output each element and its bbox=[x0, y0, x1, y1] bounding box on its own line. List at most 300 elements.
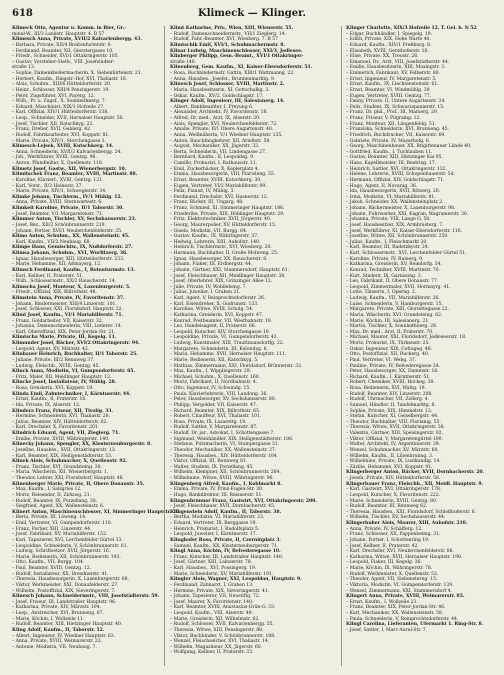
directory-entry: – Eugen, Vertreter, XVIII, Gentzg. 77. bbox=[346, 93, 432, 99]
directory-entry: – Margarete, Schneiderin, III, Kolonitzg. 6. bbox=[170, 346, 268, 352]
directory-entry: – Luise, Schneiderin, V, Hamburgerstr. 15. bbox=[346, 301, 443, 307]
directory-surname-entry: Klimpe Hans, Gemischtw., IX, Nußdorferstr. 27. bbox=[12, 245, 133, 251]
directory-entry: – Edgar, Buchhändler, I, Spiegelg. 19. bbox=[346, 31, 433, 37]
directory-entry: – Katharina, Private, XIV, Märzstr. 104. bbox=[12, 605, 101, 611]
directory-entry: – Franziska, Schneiderin, XVI, Brunneng. 45. bbox=[346, 127, 449, 133]
directory-entry: – Antonie, Modistin, VII, Neubaug. 7. bbox=[12, 644, 97, 650]
directory-surname-entry: Klimkeit Karoline, Private, II/1 Taborstr. 30. bbox=[12, 206, 124, 211]
directory-entry: – Josefine, Witwe, XII, Schönbrunnerstr. 250. bbox=[346, 234, 449, 240]
directory-surname-entry: Klimscha Josef, Monteur, X, Laxenburgerstr. 5. bbox=[12, 284, 131, 290]
directory-entry: – Pauline, Private, IV, Belvederegasse 24. bbox=[346, 363, 440, 369]
directory-surname-entry: Klingler Alois, Wagner, XXI, Leopoldau, Hauptstr. 9. bbox=[170, 577, 302, 583]
directory-entry: – Josef, Tischler, XII, Ratschkyg. 22. bbox=[12, 121, 94, 127]
directory-entry: – Rudolf, Beamter, IX, Porzellang. 30. bbox=[12, 498, 98, 504]
directory-entry: – Karl, Vorst., II/3 Heinestr. 37. bbox=[12, 183, 83, 189]
directory-entry: – Rudolf, Beamter, XIV, Linzerstr. 208. bbox=[346, 391, 433, 397]
page-number: 618 bbox=[12, 8, 33, 19]
directory-entry: – Leop., Anstreicher, XVI, Brunneng. 67. bbox=[12, 611, 104, 616]
directory-surname-entry: Klinar Ludwig, Maschinenschlosser, XXI/3, Jedlesee. bbox=[170, 48, 303, 54]
directory-entry: – Wilhelm, Postoffizial, XIX, Sieveringerstr. 7. bbox=[12, 588, 116, 594]
page-header bbox=[0, 8, 504, 22]
directory-entry: – Ernst, Kaufm., II, Praterstr. 16. bbox=[12, 397, 87, 403]
directory-entry: – Leopold, Agent, XV, Märzstr. 42. bbox=[12, 346, 90, 352]
directory-surname-entry: Klimesch Anna, Private, XVII/2 Kalvarienbergg. 43. bbox=[12, 37, 142, 43]
directory-entry: – Johann, Tapezierer, VII, Neustiftg. 72. bbox=[170, 594, 261, 600]
directory-surname-entry: Klinda Emil, Zahntechniker, I, Kärntnerstr. 44. bbox=[12, 391, 131, 397]
directory-entry: – Peter, Hausbesorger, XV, Sechshauserstr. 80. bbox=[170, 397, 277, 403]
directory-entry: – Siegfried, Agent, XX, Wallensteinstr. 6. bbox=[12, 504, 105, 510]
directory-entry: straße 13. bbox=[12, 65, 36, 71]
directory-entry: – Ferdinand, Beamter, XII, Gierstergasse 10. bbox=[12, 48, 114, 54]
directory-entry: – Robert, Chemiker, XVIII, Hockeg. 30. bbox=[346, 380, 435, 386]
directory-entry: – Franz, Kutscher, III, Landstraßer Hauptstr. 140. bbox=[170, 554, 284, 560]
directory-entry: – Rudolf, Fabr.-Beamter, XVI, Wiesberg. 7. B 57 bbox=[170, 37, 278, 43]
directory-entry: – Ernst, Ingenieur, IV, Margaretenstr. 5. bbox=[346, 76, 437, 82]
directory-entry: – Joh., Werkführer, XVIII, Gentzg. 96. bbox=[12, 155, 97, 161]
directory-entry: – Felix, Student, IX, Schwarzspanierstr. 15. bbox=[346, 104, 445, 110]
directory-entry: – Anna, Weißnäherin, V/1 Wiedner Hauptstr. 135. bbox=[170, 132, 283, 138]
directory-entry: – Leopoldine, Private, VI, Gumpendorferstr. 42. bbox=[170, 335, 278, 341]
directory-entry: – Philipp, Vergolder, VII, Kaiserstr. 47. bbox=[170, 402, 258, 408]
directory-entry: – Rudolf, Damenschneidermstr., VII/1 Zieglerg. 14. bbox=[170, 31, 287, 37]
directory-entry: – Josef, Gärtner, XIII, Lainzerstr. 78. bbox=[170, 560, 252, 566]
directory-entry: – Marie, Greislerin, XII, Wilhelmstr. 62. bbox=[170, 616, 260, 622]
directory-entry: – Stefanie, Putzmacherin, VI, Stumpergasse 31. bbox=[170, 442, 279, 448]
directory-entry: – Richard, Kaufm., I, Kärntnerstr. 51. bbox=[346, 374, 431, 380]
directory-entry: – Rudolf, Installateur, XX, Dresdnerstr. 41. bbox=[12, 571, 109, 577]
directory-surname-entry: Klinesch Josef, Schlosser, XVIII, Martinstr. 2. bbox=[170, 82, 285, 88]
directory-entry: – Julius, Kaufm., I, Fleischmarkt 20. bbox=[346, 239, 428, 245]
directory-entry: – Eugen, Vertreter, VI/2 Mariahilferstr. 99. bbox=[170, 183, 267, 189]
directory-entry: – Juliane, Private, III/2 Rennweg 37. bbox=[12, 357, 95, 363]
directory-entry: – Berta, Schneiderin, VII, Lindengasse 27. bbox=[170, 149, 267, 155]
directory-entry: – Heinrich, Sattler, XVI, Ottakringerstr. 132. bbox=[346, 166, 447, 172]
directory-entry: – Emil, Zuckerbäcker, X, Keplerplatz 4. bbox=[170, 166, 259, 172]
directory-entry: – Samuel, Händler, II, Tandelmarktg. 8. bbox=[346, 402, 436, 408]
directory-entry: – Jakob, Schneider, XX, Wallensteinplatz 2. bbox=[346, 200, 444, 206]
directory-entry: – Rudolf, Fabriksarbeiter, XVI, Koppstr. 81. bbox=[12, 132, 110, 138]
directory-entry: – Gustav, Vorsteher-Stellv., VIII. Josefstädter- bbox=[12, 59, 115, 65]
directory-entry: – Josef, Hausbesitzer, XIX, Armbrusterg. 7. bbox=[346, 222, 444, 228]
directory-entry: – Sophie, Private, XIX, Himmelstr. 13. bbox=[346, 408, 433, 414]
directory-entry: – Josef, Sattler, I, Marc-Aurel-Str. 7. bbox=[346, 627, 428, 633]
directory-entry: – Wilhelmine, Witwe, XVIII, Währingerstr. 96. bbox=[170, 476, 274, 481]
directory-surname-entry: Klinghofer Rosa, Private, II, Czerninplatz 3. bbox=[170, 537, 281, 543]
directory-entry: – Johann, Fuhrwerker, XXI, Kagran, Wagramerstr. 30. bbox=[346, 211, 469, 217]
directory-surname-entry: Klinck Anna, Modistin, VI, Gumpendorferstr. 65. bbox=[12, 369, 135, 375]
directory-surname-entry: Klimeck Otto, Agentur u. Komm. in Bier, Gr.- bbox=[12, 26, 127, 31]
directory-entry: – Rudolf, Sattler, V, Margaretenstr. 87. bbox=[170, 425, 258, 431]
directory-surname-entry: Klimesch-Lejsek, XVIII, Kutschkerg. 14. bbox=[12, 144, 114, 150]
directory-surname-entry: Klingenbrunner Franz, Gastwirt, XVI, Ottakringerstr. 200. bbox=[170, 498, 317, 504]
directory-entry: – Gisela, Modistin, VII, Burgg. 64. bbox=[170, 228, 248, 234]
directory-entry: – Josefine, Hausbes., XVII, Ottakringerstr. 13. bbox=[12, 447, 117, 453]
directory-entry: – Moriz, Prokurist, IX, Türkenstr. 25. bbox=[346, 341, 430, 346]
directory-entry: – Viktor, Offizial, V, Margaretengürtel 100. bbox=[346, 436, 443, 442]
directory-entry: – Emanuel, Dr., Arzt, VIII, Josefstädterstr. 44. bbox=[346, 59, 450, 65]
directory-entry: – Rudolf, Beamter, XIII, Hietzinger Hauptstr. 40. bbox=[12, 622, 123, 628]
directory-entry: – Karl, Kaufm., VII/2 Neubaug. 68. bbox=[12, 239, 91, 245]
directory-surname-entry: Klimtscha Marie, Private, III, Kegelg. 11. bbox=[12, 335, 117, 341]
directory-surname-entry: Klinger Charlotte, XIX/3 Hofzeile 12. T. Gel. b. N 52 bbox=[346, 26, 477, 31]
directory-entry: – Fanny, Private, II, Untere Augartenstr. 24. bbox=[346, 99, 446, 105]
directory-entry: – Herbert, Kaufm., Ringstr.-Hof, XVI, Thaliastr. 16. bbox=[12, 76, 128, 82]
directory-entry: – Marie, Private, XIV/1, Schweglerstr. 34. bbox=[12, 189, 107, 195]
directory-surname-entry: Klinger Adolf, Ingenieur, III, Salesianerg. 14. bbox=[170, 99, 285, 105]
directory-entry: – Wilh., Pr. u. Zugsf., X, Sonnleithnerg. 7. bbox=[12, 99, 107, 105]
directory-entry: – Karl, Hausbes., XVI, Possingerg. 19. bbox=[170, 566, 257, 571]
directory-entry: – Max, Kaufm., I, Wipplingerstr. 29. bbox=[170, 369, 252, 375]
directory-entry: – Karl, Oberoffizial, XIX, Peter-Jordan-Str. 21. bbox=[12, 329, 116, 335]
directory-entry: – Moriz, Reisender, II, Zirkusg. 21. bbox=[12, 492, 92, 498]
directory-entry: – Karl, Drechsler, X, Favoritenstr. 201. bbox=[12, 425, 100, 431]
directory-entry: – Theodor, Agent, VII, Siebensterng. 15. bbox=[346, 577, 438, 583]
directory-entry: – Wolfgang, Kellner, II, Praterstr. 33. bbox=[170, 650, 254, 656]
directory-entry: – Theresia, Hausbes., XXI, Floridsdorf, Schloßhoferstr. 6. bbox=[346, 509, 476, 515]
directory-entry: – Johanna, Private, VIII, Lange G. 58. bbox=[346, 217, 431, 223]
directory-entry: – Bertha, Modistin, VI, Mariahilferstr. 23. bbox=[170, 515, 265, 521]
directory-surname-entry: Klimsch Ferdinand, Kaufm., I, Rotenturmstr. 13. bbox=[12, 267, 135, 273]
directory-entry: – Karl, Agent, V, Reinprechtsdorferstr. 26. bbox=[170, 296, 266, 301]
directory-entry: – Katharina, Greislerin, XVI, Koppstr. 47. bbox=[170, 312, 264, 318]
directory-entry: – Anna, Private, XVIII, Sternwartestr. 6. bbox=[12, 200, 103, 206]
directory-entry: – Friederike, Private, XIX, Döblinger Hauptstr. 29. bbox=[170, 211, 285, 217]
directory-entry: – Eduard, Maschinist, XIX/1 Hofzeile 27. bbox=[12, 104, 105, 110]
directory-entry: – Barbara, Private, XII/4 Breitenfurterstr. 9. bbox=[12, 42, 112, 48]
directory-entry: – Fritz, Maler, XII, Meidlinger Hauptstr. 12. bbox=[12, 374, 112, 380]
directory-surname-entry: Klinberger Philipp, Gem.-Beamt., XVI/1 Ottakringer- bbox=[170, 54, 304, 60]
directory-surname-entry: Klingerberger Anton, Bäcker, XVII, Dornbacherstr. 20. bbox=[346, 470, 485, 476]
directory-entry: – Albert, Ingenieur, IV, Wiedner Hauptstr. 63. bbox=[12, 633, 115, 639]
directory-entry: – Eduard, Vertreter, IX, Berggasse 19. bbox=[170, 521, 257, 526]
directory-entry: – Karl, Eisendreher, X, Gudrunstr. 133. bbox=[170, 301, 259, 307]
directory-entry: – Franz, Schlosser, XX, Pappenheimg. 31. bbox=[346, 532, 441, 538]
directory-entry: – Johann, Bindermeister, XIII/4 Linzerstr. 101. bbox=[12, 301, 117, 307]
directory-entry: – Leopold, Zimmermaler, XVII, Hormayrg. 41. bbox=[346, 284, 451, 290]
directory-entry: – Alexander, Architekt, IV, Favoritenstr. 18. bbox=[170, 110, 268, 116]
directory-entry: – Karl, Offizial, XIV/1 Hütteldorferstr. 138. bbox=[12, 110, 109, 116]
directory-entry: – Hans, Kapellmeister, III, Beatrixg. 17. bbox=[346, 161, 436, 166]
directory-entry: – Hermann, Buchhalter, II, Große Mohreng. 25. bbox=[170, 251, 279, 256]
directory-entry: – Elisabeth, XVIII, Gersthoferstr. 16. bbox=[346, 48, 429, 54]
directory-entry: – Franz, Dreher, XVII, Geblerg. 42. bbox=[12, 127, 92, 133]
directory-entry: – Karoline, Klavierl., XVIII, Gentzg. 121. bbox=[12, 177, 104, 183]
directory-entry: – Friedrich, Buchdrucker, VII, Kaiserstr. 69. bbox=[346, 132, 446, 138]
directory-entry: – Max, Dr. med., Arzt, II, Praterstr. 70. bbox=[346, 329, 434, 335]
directory-entry: – Gabriele, Private, IV, Mayerhofg. 6. bbox=[346, 138, 431, 144]
directory-entry: – Josef, Bez., XII/2 Schönbrunnerstr. 219. bbox=[12, 222, 106, 228]
directory-entry: – Walter, Architekt, IV, Argentinierstr. 39. bbox=[346, 442, 441, 448]
directory-entry: – Martin, Tischler, X, Sonnleithnerg. 28. bbox=[346, 324, 438, 330]
directory-entry: – Ludwig, Fleischh., XVIII, Gentzg. 45. bbox=[12, 363, 100, 369]
column-middle bbox=[170, 26, 336, 670]
directory-entry: – Gottfried, Kaufm., I, Tuchlauben 11. bbox=[346, 149, 433, 155]
directory-surname-entry: Klinbauer Heinrich, Buchhalter, II/1 Taborstr. 25. bbox=[12, 352, 138, 358]
directory-entry: – Alois, Spengler, XVI, Neulerchenfelderstr. 72. bbox=[170, 121, 278, 127]
directory-entry: – Oskar, Kaufm., XV/2, Goldschlagstr. 17. bbox=[170, 93, 264, 99]
directory-entry: – Emma, Hausbesorgerin, VIII, Piaristeng. 55. bbox=[170, 172, 276, 178]
directory-entry: – Theodor, Buchhalter, VIII, Florianig. 55. bbox=[346, 419, 441, 425]
directory-entry: – Konrad, Postbeamter, VII, Westbahnstr. 19. bbox=[170, 318, 273, 324]
directory-surname-entry: Klimt Josef, Kaufm., VI/1 Mariahilferstr. 71. bbox=[12, 312, 124, 318]
directory-entry: – Karl, Beamter, III, Radetzkystr. 24. bbox=[346, 245, 430, 251]
directory-surname-entry: Klimetz Josef, Gastw., XII, Wienerbergstr. 10. bbox=[12, 166, 127, 172]
directory-entry: – Viktoria, Modistin, VI, Gumpendorferstr. 139. bbox=[346, 582, 454, 588]
directory-entry: – Michael, Schuhm., X, Quellenstr. 160. bbox=[170, 374, 260, 380]
directory-entry: – Edith, Private, XIX, Hohe Warte 40. bbox=[346, 37, 431, 43]
directory-surname-entry: Klingl Carolina, Lieferanten, Ufermarkt 1. Ring-Str. 8. bbox=[346, 622, 484, 628]
directory-surname-entry: Klingenstein Adolf, Kaufm., II, Taborstr. 38. bbox=[170, 509, 282, 515]
directory-entry: – Anton, Rauchfangkehrer, XII, Arndtstr. 58. bbox=[170, 138, 271, 144]
directory-entry: – Margarete, Private, XIII, Gloriettegasse 22. bbox=[346, 307, 449, 313]
directory-entry: – Amalie, Private, II/1 Obere Augartenstr. 40. bbox=[170, 127, 274, 133]
directory-entry: – Felix, Pianist, IV, Mühlg. 3. bbox=[170, 189, 235, 195]
directory-entry: – Sophie, Damenkleidermacherin, X. Siebenhirtenstr. 21. bbox=[12, 71, 142, 76]
directory-entry: – Karl, Beamter, XVIII, Anastasius-Grün-G. 33. bbox=[170, 605, 276, 611]
directory-entry: – Valentin, Gärtner, XIII, Speisingerstr. 92. bbox=[346, 431, 443, 436]
directory-entry: – Ernst, Kaufm., I, Wollzeile 23. bbox=[346, 599, 418, 605]
directory-entry: – Johanna, Damenschneiderin, VIII, Lederer. 14. bbox=[12, 324, 122, 330]
directory-entry: – Heinrich, Prokurist, I, Rudolfsplatz 5. bbox=[170, 526, 260, 532]
directory-entry: – Gustav, Beamter, XIII, Hietzinger Kai 95. bbox=[346, 155, 443, 161]
directory-entry: – Anna, Schneiderin, XVII/3 Kalvarienbergg. 24. bbox=[12, 149, 122, 155]
directory-entry: – Josef, Fleischhauer, XVII, Dornbacherstr. 45. bbox=[170, 504, 276, 510]
directory-entry: – Eduard, Kaufm., XIV/1 Preßburg. 8. bbox=[346, 42, 432, 48]
directory-entry: – Anna, Private, XVIII, Weimarerstr. 22. bbox=[12, 639, 103, 645]
directory-entry: – Viktor, Buchbinder, V, Schönbrunnerstr. 108. bbox=[170, 633, 276, 639]
directory-entry: – Johann, Portier, I, Schottenring 19. bbox=[346, 537, 430, 543]
directory-entry: – Sigmund, Weinhändler, XIX, Heiligenstädterstr. 106. bbox=[170, 436, 294, 442]
directory-entry: – Johann, Gärtner, XXI, Stammersdorf, Hauptstr. 61. bbox=[170, 267, 290, 273]
directory-surname-entry: Klingenberg Alfred, Kaufm., I, Kohlmarkt 8. bbox=[170, 481, 282, 487]
directory-entry: – Ernst, Beamter, XVIII, Kutschkerg. 30. bbox=[170, 177, 262, 183]
directory-entry: – Anna, Hausbes., Josefst., Brunnenmarktg. 9. bbox=[170, 76, 276, 82]
directory-entry: – Paul, Vertreter, VI, Webg. 37. bbox=[346, 357, 417, 363]
directory-surname-entry: Klingerhuber Alois, Maurer, XIII, Auhofstr. 210. bbox=[346, 521, 468, 526]
directory-entry: – Maria, Wäscherin, XII, Wienerbergstr. 1. bbox=[12, 470, 109, 476]
directory-entry: – Franz, Monteur, XII, Längenfeldg. 51. bbox=[346, 121, 436, 127]
directory-entry: – Emilie, Hausbesitzerin, XIII, Maxingstr. 3. bbox=[346, 65, 446, 71]
directory-entry: – Emmerich, Fabrikant, XV, Felberstr. 80. bbox=[346, 71, 440, 76]
directory-entry: – Otto, Postoffizial, XII, Ruckerg. 40. bbox=[346, 352, 430, 358]
directory-entry: – Albert, Bankbeamter, I, Freyung 6. bbox=[170, 104, 254, 110]
directory-surname-entry: Klinenberg, Gem. Kaufm., XI, Kaiser-Ebersdorferstr. 51. bbox=[170, 65, 313, 71]
directory-entry: – Rudolf, Dr. jur., Advokat, I, Schottengasse 7. bbox=[170, 431, 275, 436]
directory-entry: – Leopold, Kaufm., VIII, Alserstr. 49. bbox=[170, 611, 253, 616]
directory-entry: – Franz, Dr. phil., Prof., III, Marxerg. 29. bbox=[346, 110, 439, 116]
directory-entry: – Rosa, Private, IX, Lazarettg. 18. bbox=[170, 419, 247, 425]
directory-entry: – Paul, Beamter, XVIII, Gentzg. 12. bbox=[12, 566, 92, 571]
directory-surname-entry: Klingert Anna, Private, XVIII, Weimarerstr. 85. bbox=[346, 594, 465, 600]
directory-entry: – Leopoldine, Schneiderin, V, Schönbrunnerstr. 61. bbox=[12, 543, 128, 549]
directory-entry: – Leopold, Juwelier, I, Kärntnerstr. 17. bbox=[170, 532, 257, 538]
directory-surname-entry: Klimunder Josef, Bäcker, XVI/2 Ottakringerstr. 94. bbox=[12, 341, 140, 346]
directory-entry: – Heinrich, Tischlermstr., XVI, Wiesberg. 20. bbox=[170, 245, 272, 251]
directory-surname-entry: Klincke Josef, Installateur, IV, Mühlg. 28. bbox=[12, 380, 117, 386]
directory-entry: – Josef, Beamter, V/1 Margaretenstr. 71. bbox=[12, 211, 104, 217]
directory-entry: – Franz, Tischler, XVI, Grundsteing. 30. bbox=[12, 464, 102, 470]
directory-entry: – Wenzel, Fleischselcher, XVI, Thaliastr. 14. bbox=[170, 639, 270, 645]
directory-entry: – Alois, Schuhm., XIII/6 Hütteldorferstr. 20. bbox=[12, 82, 112, 88]
column-divider bbox=[164, 26, 165, 666]
directory-entry: – Ignaz, Hausbesorger, XX, Rauscherstr. 8. bbox=[170, 256, 268, 262]
directory-entry: – Leopold, Kutscher, X, Favoritenstr. 222. bbox=[346, 492, 440, 498]
directory-entry: – Irma, Modistin, VI, Mariahilferstr. 81. bbox=[346, 194, 436, 200]
directory-entry: – Marie, Köchin, I, Wollzeile 11. bbox=[12, 616, 85, 622]
directory-entry: – Theresia, Witwe, XVII, Ottakringerstr. 38. bbox=[346, 425, 445, 431]
directory-entry: – Rudolf, Schlosser, XVII, Kalvarienbergg. 55. bbox=[170, 622, 274, 628]
directory-entry: – Hermine, Private, XIX, Sieveringerstr. 41. bbox=[170, 588, 269, 594]
directory-entry: – Maria, Hebamme, XVII, Hernalser Hauptstr. 111. bbox=[170, 352, 287, 358]
directory-entry: – Richard, Beamter, XIX, Billrothstr. 65. bbox=[170, 408, 261, 414]
directory-entry: – Rosa, Buchbindermstr. Gattin, XIII/1 Wattmanng. 22. bbox=[170, 71, 295, 76]
directory-entry: – Paula, Klavierlehrerin, VIII, Laudong. 36. bbox=[170, 391, 268, 397]
directory-surname-entry: Klimstein Anna, Private, IV, Favoritenstr. 37. bbox=[12, 296, 125, 301]
directory-entry: straße 140. bbox=[170, 59, 197, 65]
directory-entry: – Michael, Maurer, XXI, Floridsdorf, Jedleseerstr. 18. bbox=[346, 335, 467, 341]
directory-entry: – Johann, Bäckermeister, X, Laxenburgerstr. 98. bbox=[346, 206, 456, 211]
directory-entry: – Franz, Goldarbeiter, VII, Kaiserstr. 32. bbox=[12, 318, 104, 324]
directory-surname-entry: Klingl Anna, Köchin, IV, Belvederegasse 10. bbox=[170, 549, 281, 555]
directory-entry: – Otto, Kaufm., VII, Burgg. 104. bbox=[12, 560, 85, 566]
directory-entry: – Hermine, Schneiderin, XVI, Thaliastr. 28. bbox=[12, 414, 110, 420]
directory-entry: – Otto, Ingenieur, IV, Schwindg. 15. bbox=[170, 386, 251, 391]
directory-entry: – Wilhelmine, Private, IX, Lustkandlg. 14. bbox=[346, 459, 441, 465]
directory-entry: – Leo, Fabrikant, II, Obere Donaustr. 77. bbox=[346, 279, 439, 285]
directory-entry: – Gustav, Kaufm., IX, Währingerstr. 37. bbox=[170, 234, 259, 240]
directory-entry: – Hugo, Agent, II, Novarag. 36. bbox=[346, 183, 418, 189]
directory-entry: – Bernhard, Kaufm., II, Leopoldsg. 9. bbox=[170, 155, 255, 161]
directory-entry: – Elise, Private, XX, Treustr. 28. bbox=[346, 54, 419, 60]
directory-entry: – Ignaz, Hausbesorger, XIII, Hütteldorferstr. 233. bbox=[12, 256, 125, 262]
directory-entry: – Marie, Schneiderin, XVIII, Gentzg. 80. bbox=[346, 498, 438, 504]
directory-entry: – Rudolf, Werkmeister, X, Quellenstr. 52. bbox=[346, 571, 439, 577]
directory-entry: – Emil, Vertreter, VI, Gumpendorferstr. 110. bbox=[12, 521, 113, 526]
directory-entry: – Heinr., Schlosser, XIII/4 Penzingerstr. 19. bbox=[12, 87, 110, 93]
directory-surname-entry: Klinecky Johann, Spengler, XX, Klosterneuburgerstr. 8. bbox=[12, 442, 152, 448]
directory-entry: – Oskar, Ingenieur, XIX, Cottageg. 48. bbox=[346, 346, 433, 352]
directory-entry: – Leopold, Fiaker, III, Kegelg. 36. bbox=[346, 560, 422, 566]
directory-entry: – Peter, Zugsführer, XVI, Payerg. 12. bbox=[12, 93, 95, 99]
directory-entry: – Marie, Köchin, III, Salesianerg. 21. bbox=[346, 318, 430, 324]
directory-entry: – Mathias, Zimmermann, XXI, Floridsdorf, Brünnerstr. 32. bbox=[170, 363, 303, 369]
directory-entry: – Wilhelm, Klempner, XII, Schönbrunnerstr. 264. bbox=[170, 470, 281, 476]
directory-entry: – Ludwig, Schriftsetzer, XVII, Jörgerstr. 16. bbox=[12, 549, 111, 555]
directory-entry: – Theresia, Hausbesorgerin, X, Laxenburgerstr. 68. bbox=[12, 577, 129, 583]
directory-entry: – Julius, Beamter, XIV, Hütteldorferstr. 62. bbox=[12, 419, 108, 425]
directory-entry: – Robert, Chauffeur, XVI, Thaliastr. 101. bbox=[170, 414, 262, 420]
column-divider bbox=[341, 26, 342, 666]
directory-entry: – Marie, Bedienerin, XII, Schönbrunnerstr. 193. bbox=[12, 554, 121, 560]
directory-entry: – Ida, Private, IX, Alserstr. 12. bbox=[12, 402, 81, 408]
directory-entry: – Karl, Tapezierer, XVI, Lerchenfelder Gürtel 33. bbox=[12, 537, 123, 543]
directory-surname-entry: Klinert Anton, Maschinenschlosser, XI, Simmeringer Hauptstr. 77. bbox=[12, 509, 181, 515]
directory-entry: – Anna, Private, IV, Schäfferg. 12. bbox=[346, 526, 423, 532]
directory-entry: – Ferdinand, Zahnarzt, I, Graben 13. bbox=[170, 582, 254, 588]
directory-entry: – Karl, Kellner, II, Praterstr. 51. bbox=[12, 273, 84, 279]
directory-entry: – Ernst, Beamter, VI, Windmühlg. 30. bbox=[346, 87, 431, 93]
directory-entry: – Wilh., Schlossermstr., XX/2 Rauscherstr. 14. bbox=[12, 279, 117, 285]
directory-surname-entry: Klinesch Johann, Schneidermstr., VIII, Josefstädterstr. 59. bbox=[12, 594, 160, 600]
directory-entry: – Walter, Student, IX, Porzellang. 45. bbox=[170, 464, 254, 470]
directory-entry: – Karl, Schlossermstr., XVI, Lerchenfelder Gürtel 51. bbox=[346, 251, 467, 256]
directory-entry: – Lotte, Tänzerin, I, Operng. 2. bbox=[346, 290, 417, 296]
directory-entry: – Karl, Mechaniker, XX, Wallensteinstr. 58. bbox=[346, 611, 444, 616]
directory-entry: – Josef, Friseur, III, Landstraßer Hauptstr. 96. bbox=[12, 599, 117, 605]
directory-entry: – Viktor, Werkmeister, XXI, Donaufelderstr. 27. bbox=[12, 582, 119, 588]
directory-entry: – Anton, Pfandleiher, X, Quellenstr. 118. bbox=[12, 161, 104, 166]
directory-surname-entry: Klinek Alois, Schuhmacher, X, Quellenstr. 92. bbox=[12, 459, 128, 465]
directory-entry: – Kurt, Student, IX, Garnisong. 3. bbox=[346, 273, 423, 279]
directory-entry: – Maria, Wäscherin, XVI, Grundsteing. 62. bbox=[346, 312, 443, 318]
directory-surname-entry: Kling Adolf, Kaufm., II, Taborstr. 52. bbox=[12, 627, 105, 633]
directory-entry: – Leo, Handelsagent, II, Praterstr. 66. bbox=[170, 324, 257, 330]
directory-entry: minal-W., III/3 Landstr. Hauptstr. 4. B 57 bbox=[12, 31, 105, 37]
directory-entry: – Josef, Maurer, X, Favoritenstr. 140. bbox=[170, 599, 254, 605]
directory-entry: – Karl, Gastwirt, XVI, Ottakringerstr. 178. bbox=[346, 487, 442, 493]
directory-entry: – Viktor, Offizial, III, Rennweg 81. bbox=[170, 459, 248, 465]
column-left bbox=[12, 26, 181, 670]
directory-entry: – Samuel, Kaufm., XX, Klosterneuburgerstr. 71. bbox=[170, 543, 279, 549]
directory-entry: – Wilhelm, Tischler, XV, Sechshauserstr. 44. bbox=[346, 515, 446, 521]
directory-entry: – Franz, Friseur, V, Pilgramg. 12. bbox=[346, 116, 421, 121]
directory-entry: – Josef, Schlosser, XXI, Floridsdorf, Hauptstr. 22. bbox=[12, 307, 123, 313]
directory-entry: – Ferdinand, Drechsler, XVI, Hasnerstr. 12. bbox=[170, 194, 269, 200]
directory-surname-entry: Klimmer Anton, Tischler, XV, Sechshauserstr. 23. bbox=[12, 217, 137, 223]
directory-entry: – Stefan, Kutscher, XI, Geiselbergstr. 44. bbox=[346, 414, 439, 420]
directory-entry: – Marie, Schneiderin, XV, Mariahilferstr. 191. bbox=[170, 571, 274, 577]
directory-entry: – Josef, Oberlehrer, XIX, Grinzinger Allee 12. bbox=[170, 279, 273, 285]
directory-entry: – August, Mechaniker, XX, Jägerstr. 33. bbox=[170, 144, 260, 150]
directory-entry: – Marie, Bedienerin, XII, Ratschkyg. 5. bbox=[170, 357, 259, 363]
directory-entry: – Wilhelm, Magazineur, XX, Jägerstr. 60. bbox=[170, 644, 263, 650]
directory-entry: – Katharina, Witwe, XVII, Hernalser Hauptstr. 190. bbox=[346, 554, 463, 560]
directory-entry: – Katharina, Greislerin, XV, Reindorfg. 34. bbox=[346, 262, 442, 268]
directory-entry: – Ludwig, Kaufm., VII, Mariahilferstr. 26. bbox=[346, 296, 440, 301]
directory-entry: – Theodor, Mechaniker, XX, Wallensteinstr. 27. bbox=[170, 447, 277, 453]
directory-entry: – Karoline, Private, IV, Rainerg. 9. bbox=[346, 256, 424, 262]
directory-entry: – Emilie, Private, XVIII, Währingerstr. 140. bbox=[12, 436, 110, 442]
directory-surname-entry: Klimke Johann, Tischlerm., IV/1 Mühlg. 12. bbox=[12, 194, 123, 200]
directory-surname-entry: Klimtschik Emil, XVI/1, Schuhmachermstr. 8. bbox=[170, 42, 285, 48]
directory-entry: – Josef, Kellner, II, Praterstr. 42. bbox=[346, 543, 419, 549]
directory-entry: – Theresia, Witwe, XIII, Penzingerstr. 88. bbox=[170, 627, 264, 633]
directory-entry: – Josefa, Private, XIV, Hütteldorferstr. 58. bbox=[346, 476, 441, 481]
directory-surname-entry: Klindera Franz, Friseur, XII, Tivolig. 33. bbox=[12, 408, 113, 414]
directory-surname-entry: Klimitschek Franz, Beamter, XVIII, Martinstr. 88. bbox=[12, 172, 138, 178]
directory-entry: – Josef, Fleischhauer, XII, Meidlinger Hauptstr. 38. bbox=[170, 273, 286, 279]
directory-entry: – Emma, Private, IV, Prinz-Eugen-Str. 30. bbox=[170, 487, 264, 493]
directory-entry: – Peter, Hausbesorger, XX, Dammstr. 16. bbox=[346, 369, 439, 375]
directory-entry: – Josef, Fabrikant, XV, Mariahilferstr. 152. bbox=[12, 532, 108, 538]
column-right bbox=[346, 26, 496, 670]
directory-entry: – Franz, Schmied, XI, Simmeringer Hauptstr. 186. bbox=[170, 206, 285, 211]
directory-entry: – Marie, Hebamme, XII, Aßmayerg. 12. bbox=[12, 262, 102, 268]
directory-entry: – Rudolf, Uhrmacher, VII, Zollerg. 4. bbox=[346, 397, 429, 403]
directory-entry: – Karl, Drechsler, XVI, Neulerchenfelderstr. 88. bbox=[346, 549, 454, 555]
directory-entry: – Ida, Hausbesorgerin, XVII, Rötzerg. 20. bbox=[346, 189, 441, 195]
directory-entry: – Konrad, Techniker, XVIII, Martinstr. 70. bbox=[346, 267, 440, 273]
directory-entry: – Rosa, Bedienerin, XVI, Wattg. 19. bbox=[346, 386, 426, 391]
directory-entry: – Moriz, Fabrikant, II, Nordbahnstr. 4. bbox=[170, 380, 258, 386]
directory-entry: – Franz, Portier, XIII, Linzerstr. 44. bbox=[12, 526, 92, 532]
directory-entry: – Rosa, Greislerin, XVI, Koppstr. 19. bbox=[12, 386, 94, 391]
directory-entry: – Max, Kaufm., I, Salzgries 12. bbox=[12, 487, 82, 493]
directory-entry: – Georg, Maurerpolier, XV, Hütteldorferstr. 15. bbox=[170, 222, 277, 228]
directory-entry: – Theresia, Hausbes., XIV, Hütteldorferstr. 104. bbox=[170, 453, 278, 459]
directory-entry: – Marie, Private, XIV/1, Storchengasse 3. bbox=[12, 138, 106, 144]
directory-entry: – Ernst, Kaufm., IX, Liechtensteinstr. 61. bbox=[346, 82, 439, 88]
